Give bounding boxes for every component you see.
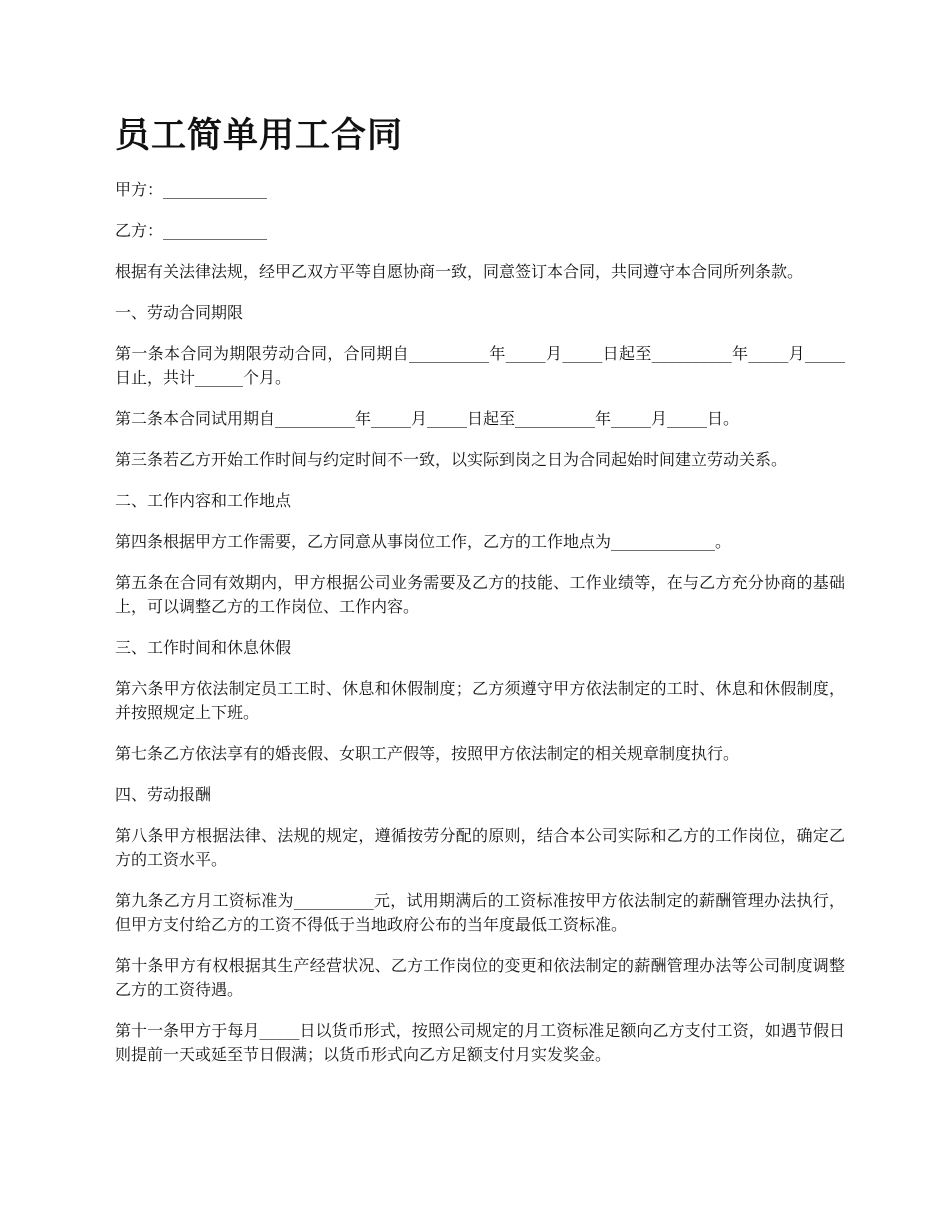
party-a-line: 甲方：_____________ <box>115 180 268 199</box>
article-4: 第四条根据甲方工作需要，乙方同意从事岗位工作，乙方的工作地点为_____________。 <box>115 532 732 551</box>
article-2: 第二条本合同试用期自__________年_____月_____日起至__________年_____月_____日。 <box>115 409 740 428</box>
preamble-paragraph: 根据有关法律法规，经甲乙双方平等自愿协商一致，同意签订本合同，共同遵守本合同所列条款。 <box>115 262 804 281</box>
article-8: 第八条甲方根据法律、法规的规定，遵循按劳分配的原则，结合本公司实际和乙方的工作岗位，确定乙方的工资水平。 <box>115 826 845 869</box>
article-6: 第六条甲方依法制定员工工时、休息和休假制度；乙方须遵守甲方依法制定的工时、休息和休假制度，并按照规定上下班。 <box>115 679 845 722</box>
party-b-line: 乙方：_____________ <box>115 221 268 240</box>
article-7: 第七条乙方依法享有的婚丧假、女职工产假等，按照甲方依法制定的相关规章制度执行。 <box>115 744 740 763</box>
document-page <box>115 112 845 1084</box>
article-3: 第三条若乙方开始工作时间与约定时间不一致，以实际到岗之日为合同起始时间建立劳动关系。 <box>115 450 788 469</box>
section-heading-remuneration: 四、劳动报酬 <box>115 785 212 804</box>
section-heading-working-hours: 三、工作时间和休息休假 <box>115 638 292 657</box>
section-heading-work-content: 二、工作内容和工作地点 <box>115 491 292 510</box>
article-11: 第十一条甲方于每月_____日以货币形式，按照公司规定的月工资标准足额向乙方支付工资，如遇节假日则提前一天或延至节日假满；以货币形式向乙方足额支付月实发奖金。 <box>115 1021 845 1064</box>
article-5: 第五条在合同有效期内，甲方根据公司业务需要及乙方的技能、工作业绩等，在与乙方充分协商的基础上，可以调整乙方的工作岗位、工作内容。 <box>115 573 845 616</box>
article-10: 第十条甲方有权根据其生产经营状况、乙方工作岗位的变更和依法制定的薪酬管理办法等公司制度调整乙方的工资待遇。 <box>115 956 845 999</box>
article-1: 第一条本合同为期限劳动合同，合同期自__________年_____月_____日起至__________年_____月_____日止，共计______个月。 <box>115 344 845 387</box>
section-heading-contract-term: 一、劳动合同期限 <box>115 303 244 322</box>
document-title: 员工简单用工合同 <box>115 116 404 156</box>
article-9: 第九条乙方月工资标准为__________元，试用期满后的工资标准按甲方依法制定的薪酬管理办法执行，但甲方支付给乙方的工资不得低于当地政府公布的当年度最低工资标准。 <box>115 891 845 934</box>
